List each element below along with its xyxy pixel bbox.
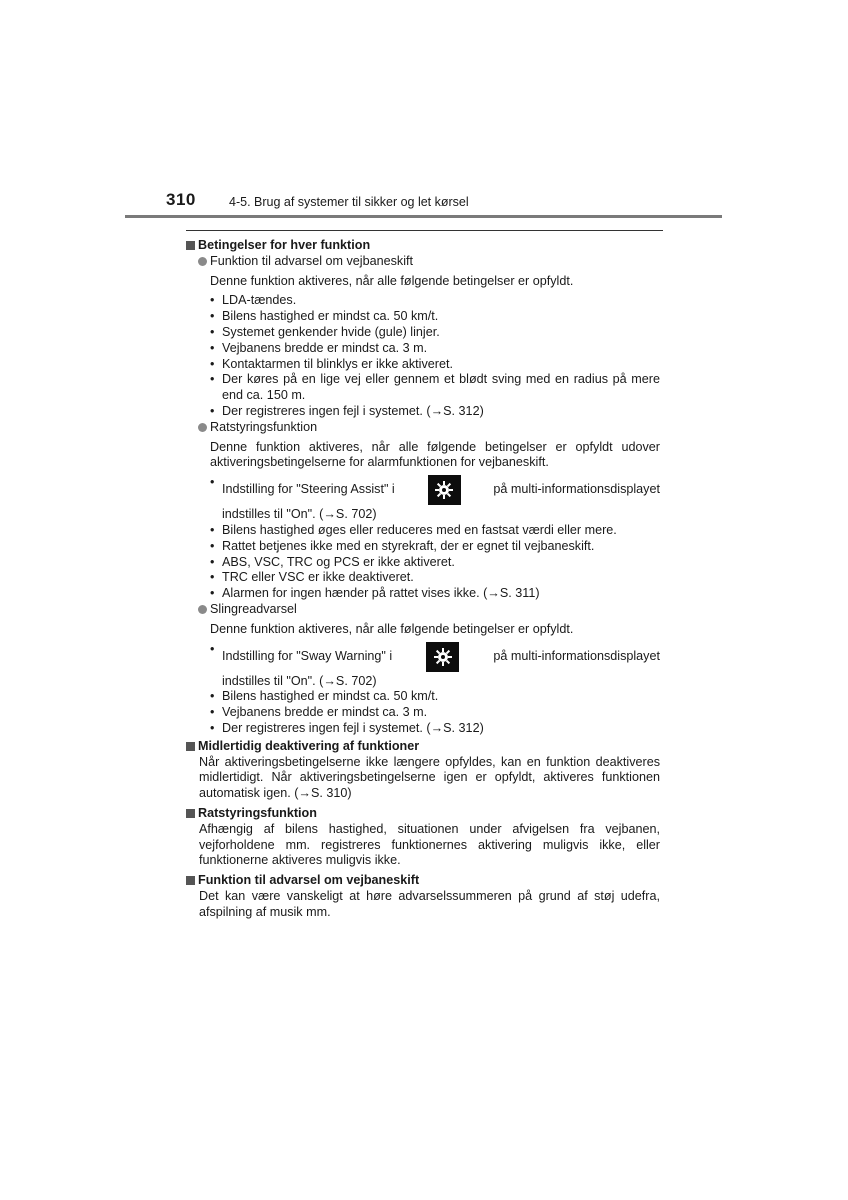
subheading-title: Ratstyringsfunktion	[210, 419, 318, 434]
header-divider	[125, 215, 722, 218]
paragraph: Det kan være vanskeligt at høre advarselssummeren på grund af støj udefra, afspilning af musik mm.	[199, 888, 660, 919]
section-title: Midlertidig deaktivering af funktioner	[198, 738, 420, 753]
circle-marker-icon	[198, 605, 207, 614]
square-marker-icon	[186, 876, 195, 885]
square-marker-icon	[186, 809, 195, 818]
list-item: • LDA-tændes.	[210, 293, 660, 309]
bullet-list-steering	[210, 475, 660, 602]
list-item: • Rattet betjenes ikke med en styrekraft, der er egnet til vejbaneskift.	[210, 539, 660, 555]
section-title: Funktion til advarsel om vejbaneskift	[198, 873, 420, 888]
section-heading-lda-note	[186, 873, 660, 889]
section-heading-steering-note	[186, 806, 660, 822]
section-heading-conditions	[186, 238, 660, 254]
bullet-text-cont: indstilles til "On". (→S. 702)	[222, 507, 377, 522]
subheading-title: Slingreadvarsel	[210, 601, 297, 616]
list-item: • Der køres på en lige vej eller gennem et blødt sving med en radius på mere end ca. 150 m.	[210, 372, 660, 404]
subheading-title: Funktion til advarsel om vejbaneskift	[210, 253, 413, 268]
bullet-list-lda	[210, 293, 660, 419]
circle-marker-icon	[198, 257, 207, 266]
list-item: • Bilens hastighed er mindst ca. 50 km/t.	[210, 309, 660, 325]
list-item: • Vejbanens bredde er mindst ca. 3 m.	[210, 341, 660, 357]
subheading-sway	[198, 602, 660, 618]
list-item: • ABS, VSC, TRC og PCS er ikke aktiveret.	[210, 555, 660, 571]
settings-gear-icon	[426, 642, 459, 672]
square-marker-icon	[186, 742, 195, 751]
paragraph: Denne funktion aktiveres, når alle følgende betingelser er opfyldt udover aktiveringsbetingelserne for alarmfunktionen for vejbaneskift.	[210, 439, 660, 470]
settings-gear-icon	[428, 475, 461, 505]
list-item: • Systemet genkender hvide (gule) linjer.	[210, 325, 660, 341]
list-item: • Der registreres ingen fejl i systemet. (→S. 312)	[210, 721, 660, 737]
bullet-text-pre: • Indstilling for "Sway Warning" i	[222, 648, 393, 663]
list-item: • TRC eller VSC er ikke deaktiveret.	[210, 570, 660, 586]
list-item: • Der registreres ingen fejl i systemet. (→S. 312)	[210, 404, 660, 420]
paragraph: Afhængig af bilens hastighed, situationen under afvigelsen fra vejbanen, vejforholdene mm. registreres funktionernes aktivering muligvis ikke, eller funktionerne aktiveres muligvis ikke.	[199, 821, 660, 868]
list-item: • Bilens hastighed øges eller reduceres med en fastsat værdi eller mere.	[210, 523, 660, 539]
subheading-lda	[198, 254, 660, 270]
page-content	[186, 236, 660, 924]
paragraph: Denne funktion aktiveres, når alle følgende betingelser er opfyldt.	[210, 273, 574, 288]
paragraph: Denne funktion aktiveres, når alle følgende betingelser er opfyldt.	[210, 621, 574, 636]
list-item: • Alarmen for ingen hænder på rattet vises ikke. (→S. 311)	[210, 586, 660, 602]
list-item-with-icon	[210, 642, 660, 690]
chapter-title: 4-5. Brug af systemer til sikker og let kørsel	[229, 195, 469, 209]
list-item-with-icon	[210, 475, 660, 523]
list-item: • Kontaktarmen til blinklys er ikke aktiveret.	[210, 357, 660, 373]
circle-marker-icon	[198, 423, 207, 432]
bullet-text-post: på multi-informationsdisplayet	[493, 648, 660, 663]
subheading-steering	[198, 420, 660, 436]
section-divider	[186, 230, 663, 231]
paragraph: Når aktiveringsbetingelserne ikke længere opfyldes, kan en funktion deaktiveres midlertidigt. Når aktiveringsbetingelserne igen er opfyldt, aktiveres funktionen automatisk igen. (→S. 310)	[199, 754, 660, 801]
bullet-list-sway	[210, 642, 660, 737]
list-item: • Bilens hastighed er mindst ca. 50 km/t.	[210, 689, 660, 705]
bullet-text-post: på multi-informationsdisplayet	[493, 482, 660, 497]
section-title: Ratstyringsfunktion	[198, 805, 317, 820]
list-item: • Vejbanens bredde er mindst ca. 3 m.	[210, 705, 660, 721]
bullet-text-pre: • Indstilling for "Steering Assist" i	[222, 482, 395, 497]
bullet-text-cont: indstilles til "On". (→S. 702)	[222, 673, 377, 688]
section-heading-temporary	[186, 739, 660, 755]
section-title: Betingelser for hver funktion	[198, 238, 371, 252]
square-marker-icon	[186, 241, 195, 250]
page-number: 310	[166, 190, 196, 209]
